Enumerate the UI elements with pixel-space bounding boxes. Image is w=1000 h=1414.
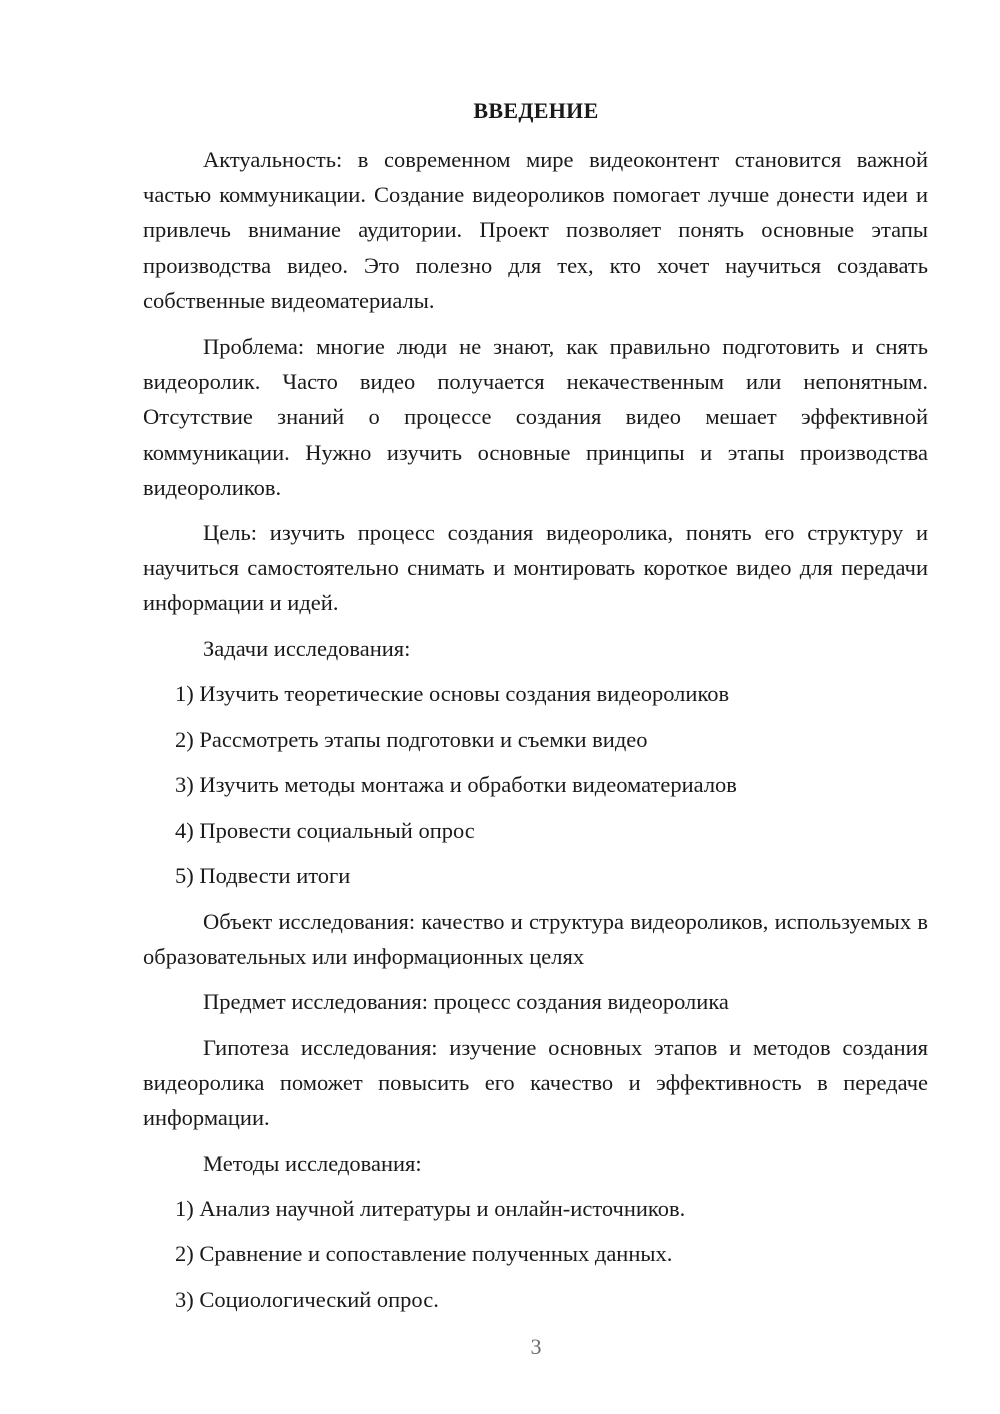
- method-item: 1) Анализ научной литературы и онлайн-источников.: [175, 1196, 686, 1221]
- task-item: 3) Изучить методы монтажа и обработки видеоматериалов: [175, 772, 737, 797]
- tasks-heading: Задачи исследования:: [203, 636, 411, 661]
- task-item: 1) Изучить теоретические основы создания видеороликов: [175, 681, 730, 706]
- method-item: 2) Сравнение и сопоставление полученных данных.: [175, 1241, 673, 1266]
- page-number: 3: [530, 1334, 542, 1359]
- hypothesis-paragraph: Гипотеза исследования: изучение основных этапов и методов создания видеоролика поможет повысить его качество и эффективность в передаче информации.: [143, 1035, 928, 1131]
- methods-heading: Методы исследования:: [203, 1151, 422, 1176]
- problem-paragraph: Проблема: многие люди не знают, как правильно подготовить и снять видеоролик. Часто видео получается некачественным или непонятным. Отсутствие знаний о процессе создания видео мешает эффективной коммуникации. Нужно изучить основные принципы и этапы производства видеороликов.: [143, 334, 928, 500]
- method-item: 3) Социологический опрос.: [175, 1287, 439, 1312]
- relevance-paragraph: Актуальность: в современном мире видеоконтент становится важной частью коммуникации. Создание видеороликов помогает лучше донести идеи и привлечь внимание аудитории. Проект позволяет понять основные этапы производства видео. Это полезно для тех, кто хочет научиться создавать собственные видеоматериалы.: [143, 147, 928, 313]
- subject-paragraph: Предмет исследования: процесс создания видеоролика: [203, 989, 729, 1014]
- task-item: 4) Провести социальный опрос: [175, 818, 475, 843]
- task-item: 2) Рассмотреть этапы подготовки и съемки видео: [175, 727, 648, 752]
- section-title: ВВЕДЕНИЕ: [473, 98, 599, 123]
- goal-paragraph: Цель: изучить процесс создания видеоролика, понять его структуру и научиться самостоятельно снимать и монтировать короткое видео для передачи информации и идей.: [143, 520, 928, 616]
- object-paragraph: Объект исследования: качество и структура видеороликов, используемых в образовательных или информационных целях: [143, 909, 928, 970]
- task-item: 5) Подвести итоги: [175, 863, 351, 888]
